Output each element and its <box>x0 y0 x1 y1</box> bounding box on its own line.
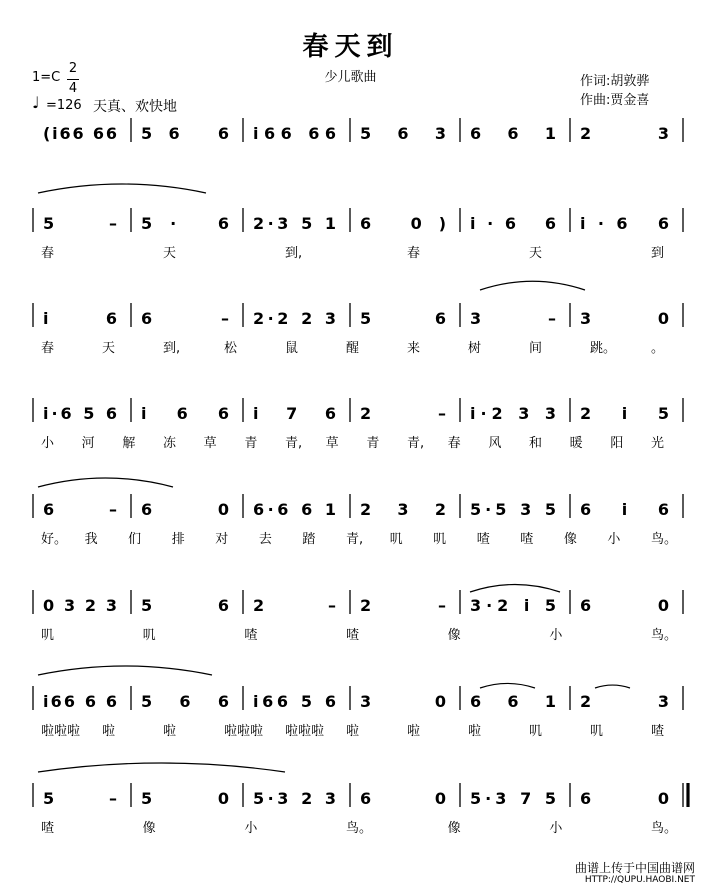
measure-notes: 5 6 6 <box>141 692 229 711</box>
measure-notes: 6 – <box>43 500 117 519</box>
lyric-syllable: 喳 <box>651 724 665 739</box>
lyric-syllable: 春 <box>41 341 55 356</box>
tie-arc <box>595 685 630 688</box>
lyric-syllable: 啦 <box>163 724 177 739</box>
song-subtitle: 少儿歌曲 <box>324 70 377 85</box>
lyric-syllable: 树 <box>468 341 482 356</box>
measure-notes: 3 0 <box>360 692 446 711</box>
tie-arc <box>470 585 560 593</box>
measure-notes: 5· 6 <box>141 214 229 233</box>
lyric-syllable: 小 <box>244 821 258 836</box>
measure-notes: (i66 66 <box>43 124 117 143</box>
measure-notes: i66 5 6 <box>253 692 336 711</box>
lyric-syllable: 喳 <box>520 532 534 547</box>
measure-notes: 2·3 5 1 <box>253 214 336 233</box>
lyric-syllable: 暖 <box>569 436 583 451</box>
measure-notes: 0 3 2 3 <box>43 596 117 615</box>
measure-notes: i·2 3 3 <box>470 404 556 423</box>
lyric-syllable: 间 <box>529 341 543 356</box>
measure-notes: 2 – <box>360 404 446 423</box>
measure-notes: i 6 <box>43 309 117 328</box>
lyric-syllable: 到 <box>651 246 665 261</box>
tie-arc <box>38 184 206 193</box>
measure-notes: i66 6 6 <box>43 692 117 711</box>
lyric-syllable: 解 <box>122 436 136 451</box>
lyric-syllable: 鸟。 <box>651 628 678 643</box>
lyric-syllable: 们 <box>128 532 142 547</box>
measure-notes: i·6 5 6 <box>43 404 117 423</box>
lyric-syllable: 啦啦啦 <box>285 724 325 739</box>
lyric-syllable: 鸟。 <box>651 821 678 836</box>
measure-notes: 5 – <box>43 214 117 233</box>
measure-notes: 6 6 1 <box>470 124 556 143</box>
lyric-syllable: 啦 <box>102 724 116 739</box>
tempo-value: =126 <box>46 98 82 113</box>
measure-notes: 5 6 <box>360 309 446 328</box>
lyric-syllable: 。 <box>651 341 665 356</box>
lyric-syllable: 叽 <box>529 724 543 739</box>
lyric-syllable: 叽 <box>590 724 604 739</box>
measure-notes: 5·3 7 5 <box>470 789 556 808</box>
song-title: 春天到 <box>302 32 399 62</box>
lyric-syllable: 叽 <box>41 628 55 643</box>
lyricist-credit: 作词:胡敦骅 <box>580 74 650 89</box>
expression-marking: 天真、欢快地 <box>93 99 177 115</box>
measure-notes: 2 3 2 <box>360 500 446 519</box>
lyric-syllable: 春 <box>407 246 421 261</box>
lyric-syllable: 叽 <box>142 628 156 643</box>
measure-notes: 6 0 <box>580 596 669 615</box>
lyric-syllable: 小 <box>607 532 621 547</box>
lyric-syllable: 草 <box>325 436 339 451</box>
measure-notes: 3 0 <box>580 309 669 328</box>
lyric-syllable: 小 <box>41 436 55 451</box>
lyric-syllable: 小 <box>549 821 563 836</box>
measure-notes: 6 6 1 <box>470 692 556 711</box>
lyric-syllable: 草 <box>203 436 217 451</box>
lyric-syllable: 叽 <box>433 532 447 547</box>
lyric-syllable: 像 <box>563 532 577 547</box>
lyric-syllable: 踏 <box>302 532 316 547</box>
lyric-syllable: 春 <box>447 436 461 451</box>
lyric-syllable: 啦啦啦 <box>41 724 81 739</box>
lyric-syllable: 天 <box>163 246 177 261</box>
measure-notes: i 6 6 <box>141 404 229 423</box>
lyric-syllable: 喳 <box>476 532 490 547</box>
lyric-syllable: 啦啦啦 <box>224 724 264 739</box>
lyric-syllable: 好。 <box>41 532 68 547</box>
lyric-syllable: 青, <box>346 532 364 547</box>
measure-notes: 2·2 2 3 <box>253 309 336 328</box>
quarter-note-icon: ♩ <box>32 93 40 112</box>
lyric-syllable: 河 <box>81 436 95 451</box>
measure-notes: 6·6 6 1 <box>253 500 336 519</box>
measure-notes: 5 – <box>43 789 117 808</box>
measure-notes: i 7 6 <box>253 404 336 423</box>
measure-notes: 3 – <box>470 309 556 328</box>
lyric-syllable: 小 <box>549 628 563 643</box>
lyric-syllable: 叽 <box>389 532 403 547</box>
measure-notes: i·6 6 <box>470 214 556 233</box>
measure-notes: 6 0 <box>360 789 446 808</box>
lyric-syllable: 天 <box>102 341 116 356</box>
lyric-syllable: 啦 <box>468 724 482 739</box>
lyric-syllable: 松 <box>224 341 238 356</box>
tie-arc <box>480 281 585 290</box>
measure-notes: 6 0 <box>580 789 669 808</box>
lyric-syllable: 冻 <box>163 436 177 451</box>
lyric-syllable: 鸟。 <box>346 821 373 836</box>
composer-credit: 作曲:贾金喜 <box>580 93 650 108</box>
lyric-syllable: 像 <box>142 821 156 836</box>
measure-notes: i·6 6 <box>580 214 669 233</box>
lyric-syllable: 天 <box>529 246 543 261</box>
measure-notes: 5 6 3 <box>360 124 446 143</box>
measure-notes: 2 – <box>360 596 446 615</box>
measure-notes: 2 – <box>253 596 336 615</box>
time-signature-top: 2 <box>68 61 78 76</box>
measure-notes: 56 6 <box>141 124 229 143</box>
footer-site-url: HTTP://QUPU.HAOBI.NET <box>584 875 695 885</box>
lyric-syllable: 到, <box>285 246 303 261</box>
measure-notes: 3·2 i 5 <box>470 596 556 615</box>
lyric-syllable: 醒 <box>346 341 360 356</box>
lyric-syllable: 鸟。 <box>651 532 678 547</box>
lyric-syllable: 阳 <box>610 436 624 451</box>
lyric-syllable: 啦 <box>346 724 360 739</box>
lyric-syllable: 青, <box>285 436 303 451</box>
lyric-syllable: 像 <box>447 821 461 836</box>
lyric-syllable: 像 <box>447 628 461 643</box>
lyric-syllable: 对 <box>215 532 229 547</box>
measure-notes: 5·5 3 5 <box>470 500 556 519</box>
lyric-syllable: 光 <box>651 436 665 451</box>
key-signature: 1=C <box>32 70 61 85</box>
lyric-syllable: 喳 <box>244 628 258 643</box>
lyric-syllable: 青 <box>244 436 258 451</box>
lyric-syllable: 到, <box>163 341 181 356</box>
lyric-syllable: 风 <box>488 436 502 451</box>
measure-notes: 2 3 <box>580 124 669 143</box>
lyric-syllable: 喳 <box>346 628 360 643</box>
measure-notes: 2 3 <box>580 692 669 711</box>
tie-arc <box>38 763 285 772</box>
lyric-syllable: 来 <box>407 341 421 356</box>
lyric-syllable: 啦 <box>407 724 421 739</box>
measure-notes: i66 66 <box>253 124 336 143</box>
measure-notes: 6 0 <box>141 500 229 519</box>
lyric-syllable: 和 <box>529 436 543 451</box>
lyric-syllable: 春 <box>41 246 55 261</box>
lyric-syllable: 去 <box>258 532 272 547</box>
time-signature-bottom: 4 <box>68 81 78 96</box>
lyric-syllable: 跳。 <box>590 341 617 356</box>
tie-arc <box>480 683 535 688</box>
lyric-syllable: 排 <box>171 532 185 547</box>
lyric-syllable: 青, <box>407 436 425 451</box>
lyric-syllable: 鼠 <box>285 341 299 356</box>
measure-notes: 6 – <box>141 309 229 328</box>
lyric-syllable: 喳 <box>41 821 55 836</box>
measure-notes: 5·3 2 3 <box>253 789 336 808</box>
tie-arc <box>38 666 212 675</box>
measure-notes: 5 0 <box>141 789 229 808</box>
measure-notes: 6 0) <box>360 214 446 233</box>
measure-notes: 2 i 5 <box>580 404 669 423</box>
measure-notes: 6 i 6 <box>580 500 669 519</box>
footer-site-name: 曲谱上传于中国曲谱网 <box>574 861 695 875</box>
measure-notes: 5 6 <box>141 596 229 615</box>
tie-arc <box>38 478 173 487</box>
lyric-syllable: 我 <box>84 532 98 547</box>
lyric-syllable: 青 <box>366 436 380 451</box>
